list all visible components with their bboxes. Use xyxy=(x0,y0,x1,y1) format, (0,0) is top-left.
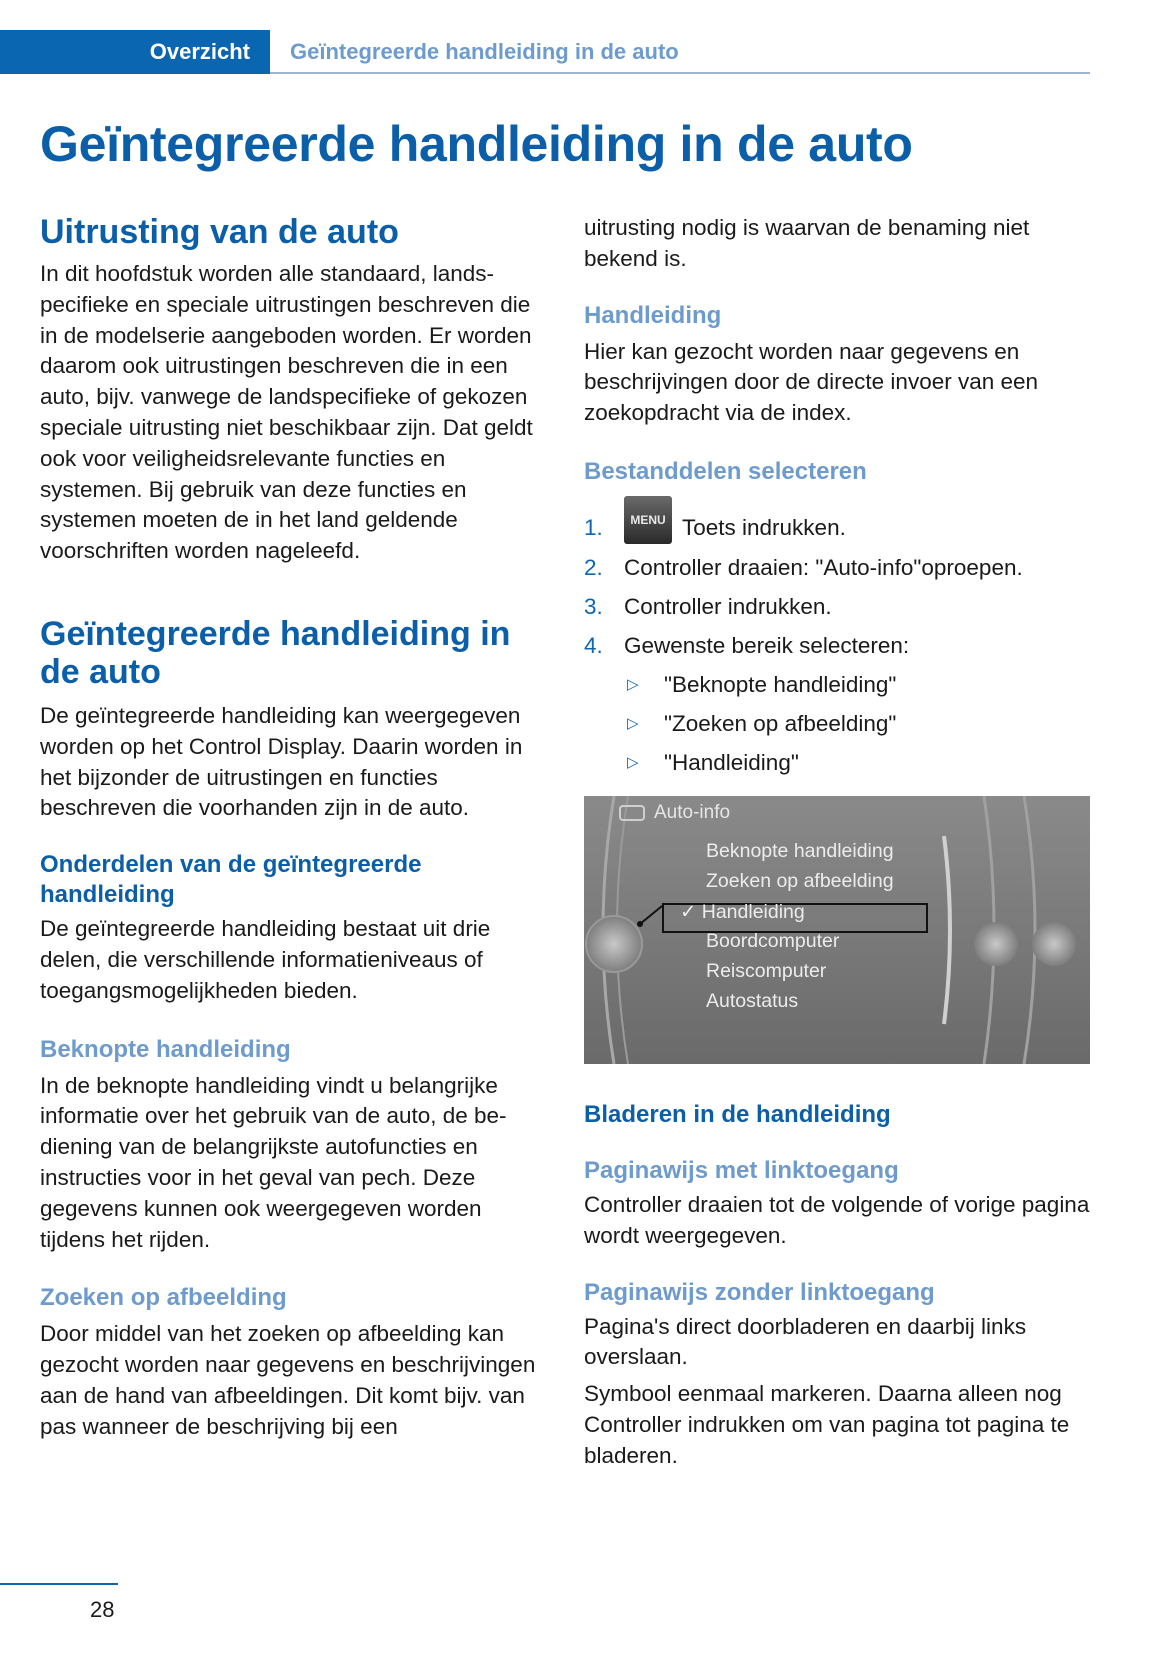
heading-met-linktoegang: Paginawijs met linktoegang xyxy=(584,1157,899,1185)
heading-bestanddelen: Bestanddelen selecteren xyxy=(584,457,867,485)
paragraph-zoeken: Door middel van het zoeken op afbeelding kan gezocht worden naar gegevens en beschrijvingen aan de hand van afbeeldingen. Dit komt bijv. van pas wanneer de beschrijving bij een xyxy=(40,1321,536,1439)
triangle-bullet-icon: ▷ xyxy=(627,754,639,772)
step-item xyxy=(584,553,1090,583)
substep-item xyxy=(624,670,1090,700)
step-item xyxy=(584,513,1090,544)
left-column xyxy=(40,213,550,1443)
right-column xyxy=(584,215,1090,1472)
substep-item xyxy=(624,709,1090,739)
step-text: Gewenste bereik selecteren: xyxy=(624,633,910,659)
screen-menu-item: Zoeken op afbeelding xyxy=(706,870,894,893)
paragraph-zonder-2: Symbool eenmaal markeren. Daarna alleen nog Controller indrukken om van pagina tot pagina te bladeren. xyxy=(584,1381,1070,1468)
heading-beknopte: Beknopte handleiding xyxy=(40,1035,291,1063)
header-section-tab: Overzicht xyxy=(0,30,270,74)
step-number: 4. xyxy=(584,633,603,659)
screen-menu-item: Boordcomputer xyxy=(706,930,840,953)
substeps-list xyxy=(584,670,1090,778)
paragraph-met-linktoegang: Controller draaien tot de volgende of vorige pagina wordt weergegeven. xyxy=(584,1192,1090,1248)
paragraph-handleiding: Hier kan gezocht worden naar gegevens en beschrijvingen door de directe invoer van een zoekopdracht via de index. xyxy=(584,338,1039,426)
step-text: Controller indrukken. xyxy=(624,594,832,620)
heading-geintegreerde: Geïntegreerde handleiding in de auto xyxy=(40,614,511,691)
page-number: 28 xyxy=(90,1597,115,1622)
control-display-screenshot xyxy=(584,796,1090,1064)
screen-menu-item: Autostatus xyxy=(706,990,799,1013)
paragraph-uitrusting: In dit hoofdstuk worden alle standaard, landspecifieke en speciale uitrustingen beschreven die in de modelserie aangeboden worden. Er worden daarom ook uitrustingen beschreven die in een auto, bijv. vanwege de landspecifieke of gekozen speciale uitrusting niet beschikbaar zijn. Dat geldt ook voor veiligheidsrelevante functies en systemen. Bij gebruik van deze functies en systemen moeten de in het land geldende voorschriften worden nageleefd. xyxy=(40,261,533,564)
substep-item xyxy=(624,748,1090,778)
paragraph-beknopte: In de beknopte handleiding vindt u belangrijke informatie over het gebruik van de auto, de bediening van de belangrijkste autofuncties en instructies voor in het geval van pech. Deze gegevens kunnen ook weergegeven worden tijdens het rijden. xyxy=(40,1072,507,1252)
paragraph-geintegreerde: De geïntegreerde handleiding kan weergegeven worden op het Control Display. Daarin worden in het bijzonder de uitrustingen en functies beschreven die voorhanden zijn in de auto. xyxy=(40,702,523,821)
triangle-bullet-icon: ▷ xyxy=(627,715,639,733)
paragraph-continued: uitrusting nodig is waarvan de benaming niet bekend is. xyxy=(584,215,1030,271)
step-text: Toets indrukken. xyxy=(682,514,846,540)
step-item xyxy=(584,592,1090,622)
step-text: Controller draaien: "Auto-info"oproepen. xyxy=(624,555,1023,581)
triangle-bullet-icon: ▷ xyxy=(627,676,639,694)
screen-menu-item-selected: ✓ Handleiding xyxy=(680,901,805,924)
step-number: 1. xyxy=(584,514,603,540)
page-title: Geïntegreerde handleiding in de auto xyxy=(40,116,913,172)
header-divider xyxy=(270,72,1090,74)
steps-list xyxy=(584,513,1090,661)
paragraph-onderdelen: De geïntegreerde handleiding bestaat uit drie delen, die verschillende informatieniveaus of toegangsmogelijkheden bieden. xyxy=(40,916,491,1003)
step-item xyxy=(584,631,1090,661)
screen-menu-item: Beknopte handleiding xyxy=(706,840,894,863)
screen-title: Auto-info xyxy=(654,802,731,824)
heading-uitrusting: Uitrusting van de auto xyxy=(40,213,399,251)
screen-menu-item: Reiscomputer xyxy=(706,960,827,983)
step-number: 2. xyxy=(584,555,603,581)
paragraph-zonder-1: Pagina's direct doorbladeren en daarbij links overslaan. xyxy=(584,1313,1027,1370)
substep-text: "Beknopte handleiding" xyxy=(664,672,897,698)
heading-handleiding: Handleiding xyxy=(584,301,722,329)
heading-onderdelen: Onderdelen van de geïntegreerde handleiding xyxy=(40,851,422,909)
step-number: 3. xyxy=(584,594,603,620)
substep-text: "Handleiding" xyxy=(664,750,799,776)
heading-zoeken: Zoeken op afbeelding xyxy=(40,1284,287,1312)
footer-divider xyxy=(0,1583,118,1585)
heading-zonder-linktoegang: Paginawijs zonder linktoegang xyxy=(584,1278,935,1306)
heading-bladeren: Bladeren in de handleiding xyxy=(584,1101,891,1129)
header-breadcrumb: Geïntegreerde handleiding in de auto xyxy=(290,39,679,64)
menu-button-icon: MENU xyxy=(624,496,672,544)
substep-text: "Zoeken op afbeelding" xyxy=(664,711,897,737)
